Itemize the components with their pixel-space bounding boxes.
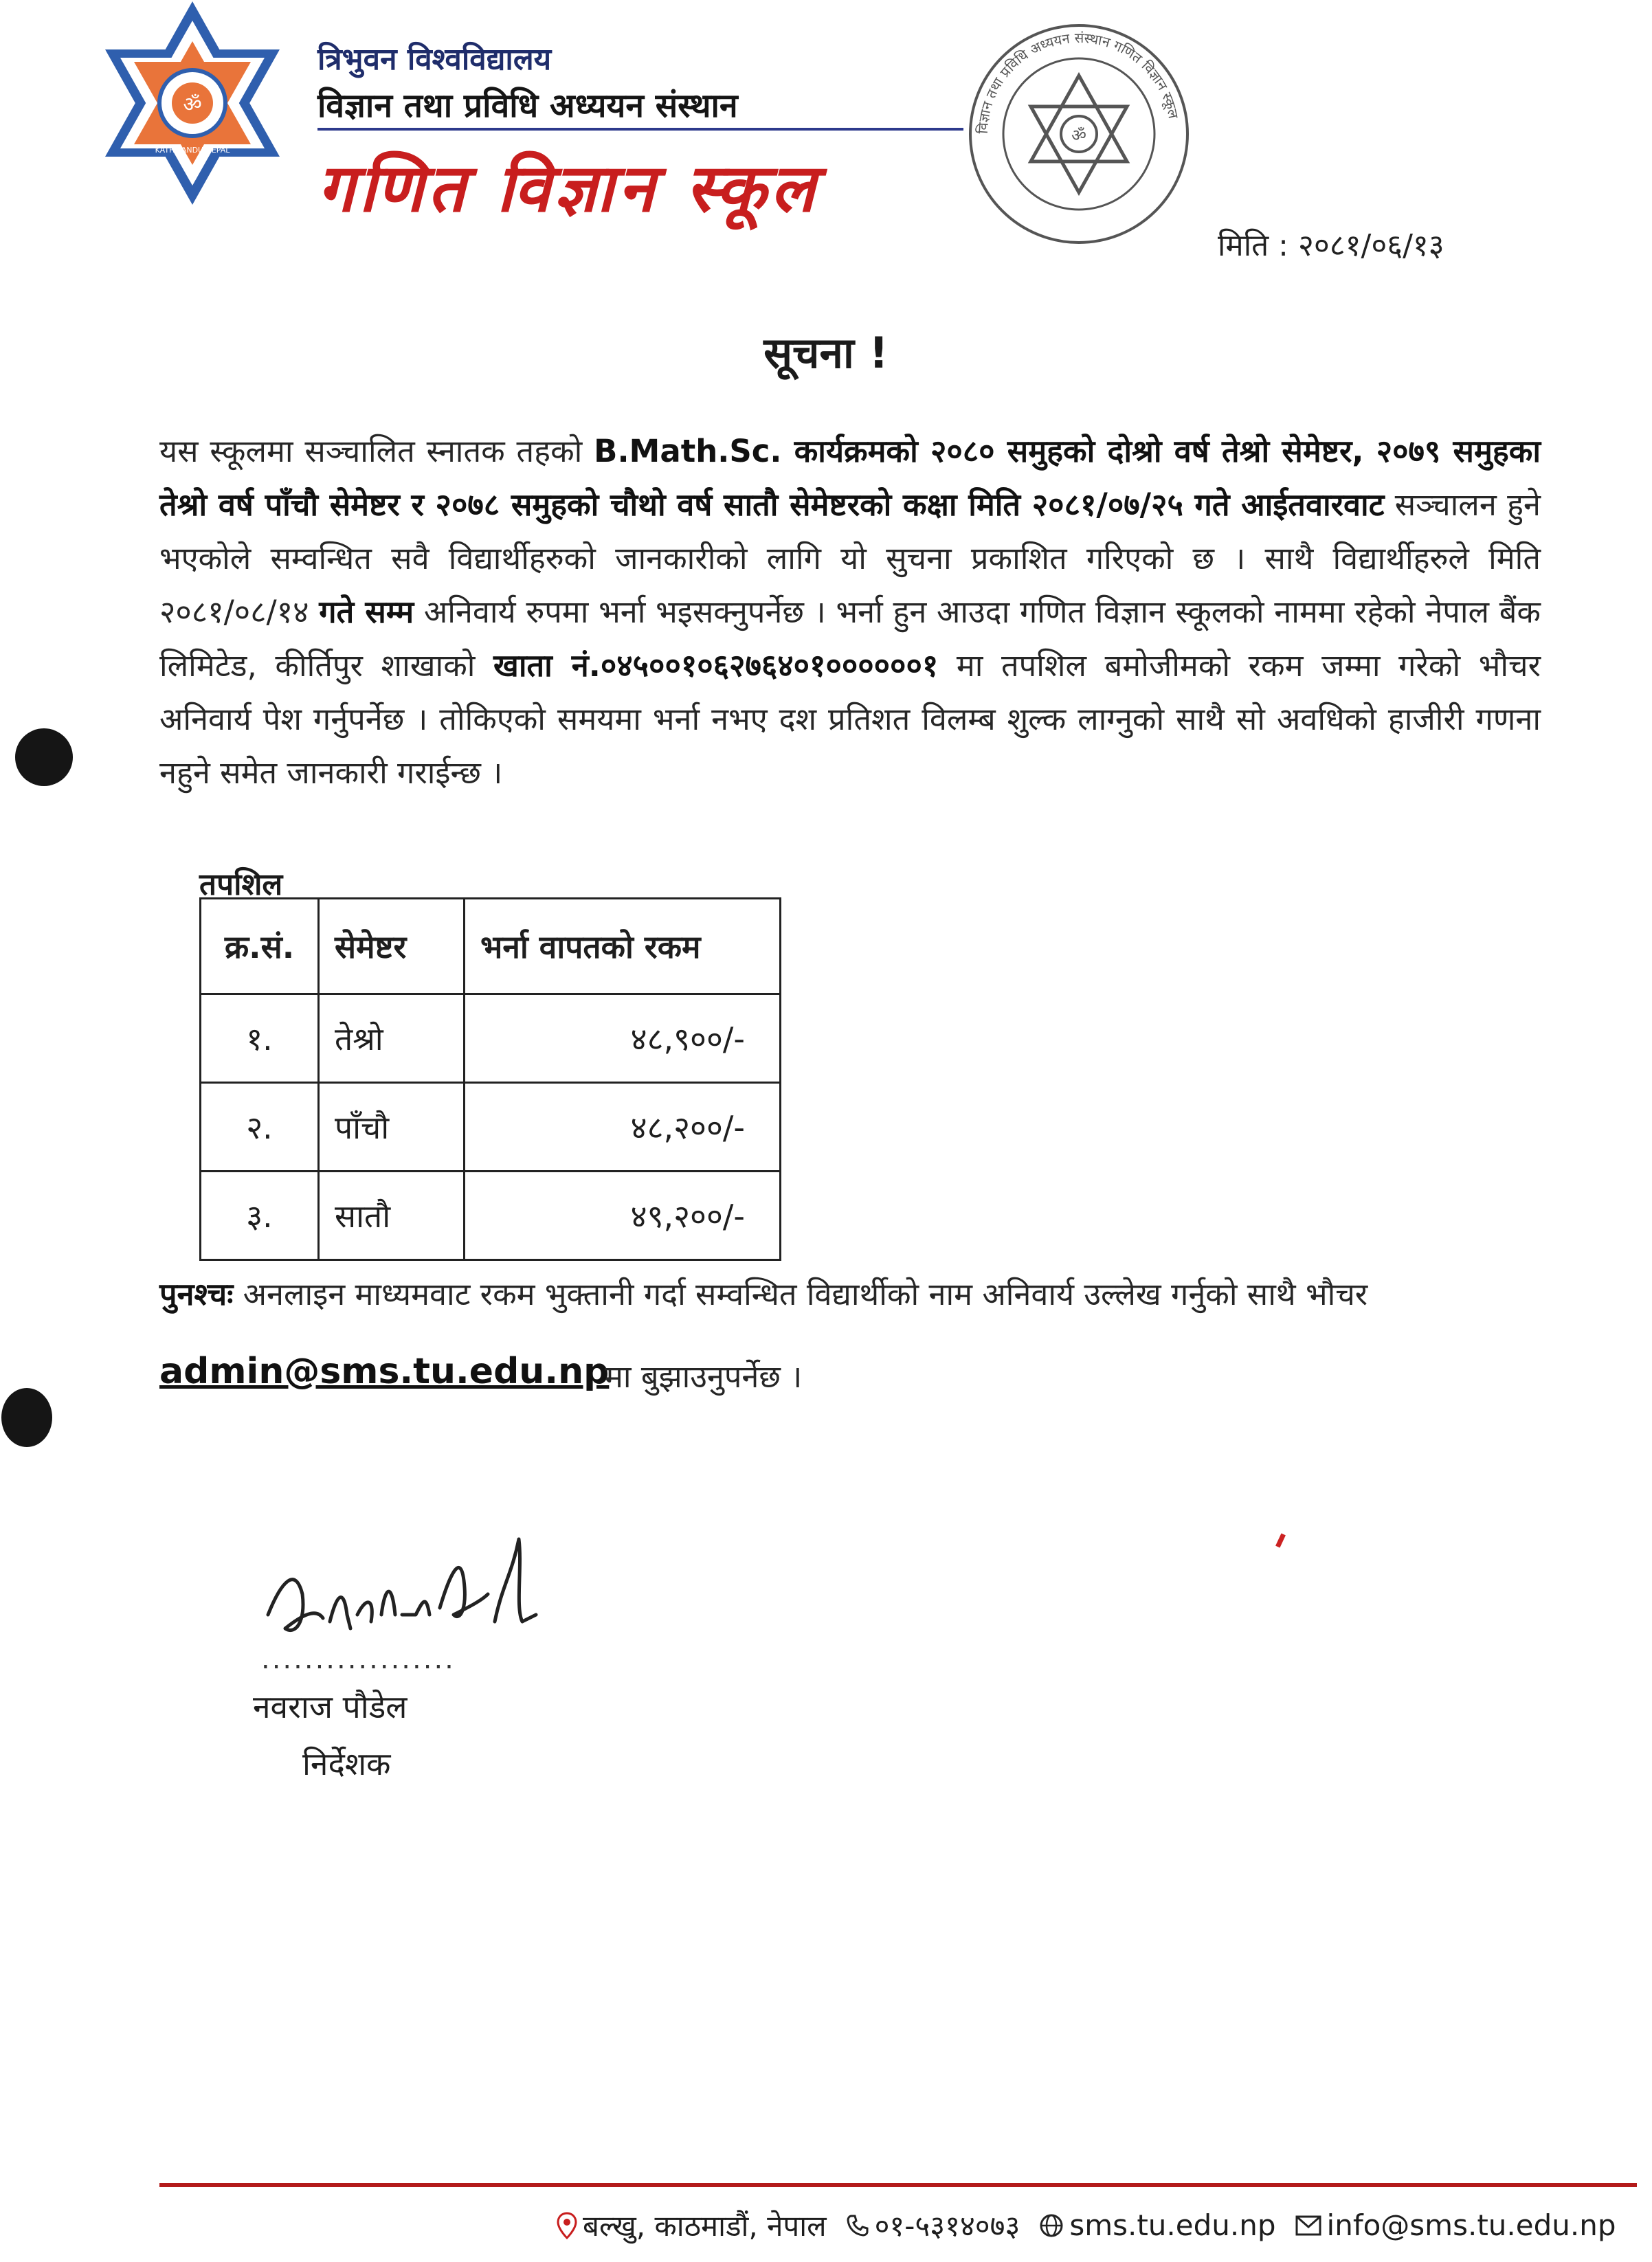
header-rule [317,128,963,131]
globe-icon [1039,2213,1064,2238]
cell-amount: ४९,२००/- [465,1172,781,1260]
header-sn: क्र.सं. [201,899,319,994]
tu-logo [100,0,285,206]
notice-title: सूचना ! [763,328,889,378]
footer-website[interactable]: sms.tu.edu.np [1039,2208,1275,2242]
footer-rule [159,2183,1637,2187]
signatory-name: नवराज पौडेल [253,1688,408,1725]
footer-phone: ०१-५३१४०७३ [846,2206,1020,2245]
svg-text:विज्ञान तथा प्रविधि अध्ययन संस: विज्ञान तथा प्रविधि अध्ययन संस्थान गणित विज्ञान स्कूल [974,29,1182,135]
mail-icon [1295,2215,1321,2236]
cell-sn: १. [201,994,319,1083]
header-amount: भर्ना वापतको रकम [465,899,781,994]
signature-line: .................. [261,1644,456,1675]
table-row [201,1172,781,1260]
notice-body: यस स्कूलमा सञ्चालित स्नातक तहको B.Math.Sc. कार्यक्रमको २०८० समुहको दोश्रो वर्ष तेश्रो सेमेष्टर, २०७९ समुहका तेश्रो वर्ष पाँचौ सेमेष्टर र २०७८ समुहको चौथो वर्ष सातौ सेमेष्टरको कक्षा मिति २०८१/०७/२५ गते आईतवारवाट सञ्चालन हुने भएकोले सम्वन्धित सवै विद्यार्थीहरुको जानकारीको लागि यो सुचना प्रकाशित गरिएको छ । साथै विद्यार्थीहरुले मिति २०८१/०८/१४ गते सम्म अनिवार्य रुपमा भर्ना भइसक्नुपर्नेछ । भर्ना हुन आउदा गणित विज्ञान स्कूलको नाममा रहेको नेपाल बैंक लिमिटेड, कीर्तिपुर शाखाको खाता नं.०४५००१०६२७६४०१००००००१ मा तपशिल बमोजीमको रकम जम्मा गरेको भौचर अनिवार्य पेश गर्नुपर्नेछ । तोकिएको समयमा भर्ना नभए दश प्रतिशत विलम्ब शुल्क लाग्नुको साथै सो अवधिको हाजीरी गणना नहुने समेत जानकारी गराईन्छ । [159,433,1541,791]
cell-sn: २. [201,1083,319,1172]
footer-address: बल्खु, काठमाडौं, नेपाल [557,2206,827,2245]
cell-sn: ३. [201,1172,319,1260]
footer-email[interactable]: info@sms.tu.edu.np [1295,2208,1616,2242]
svg-text:ॐ: ॐ [183,93,202,117]
header-semester: सेमेष्टर [319,899,465,994]
ink-mark [1275,1533,1286,1547]
phone-icon [846,2214,869,2237]
school-seal [965,21,1192,247]
notice-date: मिति : २०८१/०६/१३ [1218,228,1444,263]
punch-hole [1,1388,52,1447]
table-row [201,1083,781,1172]
postscript-tail: मा बुझाउनुपर्नेछ । [605,1358,803,1395]
table-header-row [201,899,781,994]
punch-hole [15,728,73,786]
postscript-label: पुनश्चः [159,1276,234,1312]
cell-semester: तेश्रो [319,994,465,1083]
footer [557,2206,1626,2245]
svg-text:KATHMANDU NEPAL: KATHMANDU NEPAL [155,146,230,155]
cell-amount: ४८,२००/- [465,1083,781,1172]
postscript [159,1268,1541,1321]
fee-table [199,897,781,1261]
signatory-title: निर्देशक [302,1745,391,1782]
admin-email-link[interactable]: admin@sms.tu.edu.np [159,1351,610,1392]
cell-semester: पाँचौ [319,1083,465,1172]
cell-semester: सातौ [319,1172,465,1260]
institute-name: विज्ञान तथा प्रविधि अध्ययन संस्थान [317,87,738,125]
table-row [201,994,781,1083]
location-pin-icon [557,2212,577,2239]
table-label: तपशिल [199,867,283,902]
university-name: त्रिभुवन विश्वविद्यालय [317,42,552,77]
school-name: गणित विज्ञान स्कूल [317,150,819,227]
svg-text:ॐ: ॐ [1071,126,1086,145]
postscript-text: अनलाइन माध्यमवाट रकम भुक्तानी गर्दा सम्वन्धित विद्यार्थीको नाम अनिवार्य उल्लेख गर्नुको साथै भौचर [233,1276,1368,1312]
cell-amount: ४८,९००/- [465,994,781,1083]
